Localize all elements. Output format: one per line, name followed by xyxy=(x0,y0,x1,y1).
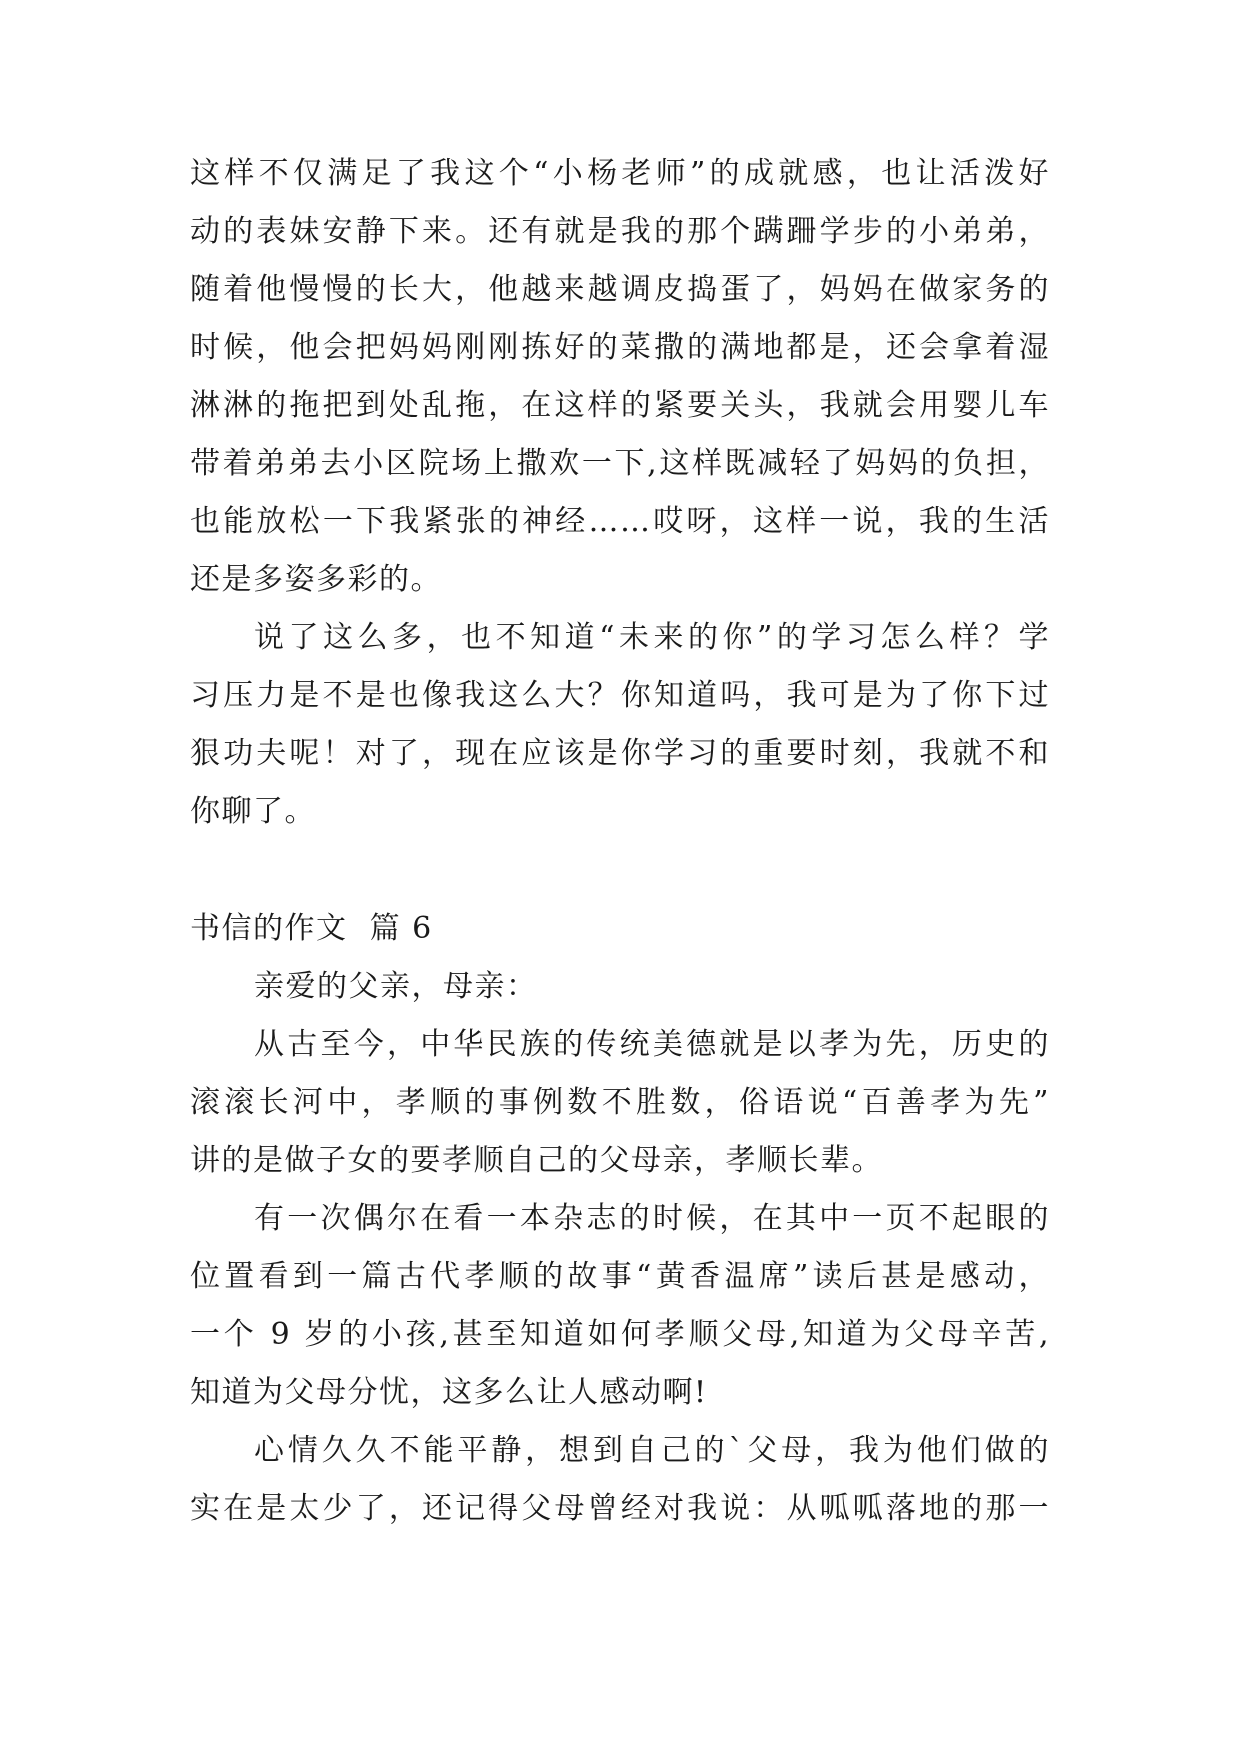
paragraph-line: 习压力是不是也像我这么大？你知道吗，我可是为了你下过 xyxy=(190,678,1050,713)
paragraph-line: 也能放松一下我紧张的神经……哎呀，这样一说，我的生活 xyxy=(190,504,1050,539)
paragraph-line: 动的表妹安静下来。还有就是我的那个蹒跚学步的小弟弟， xyxy=(190,214,1050,249)
paragraph-line: 随着他慢慢的长大，他越来越调皮捣蛋了，妈妈在做家务的 xyxy=(190,272,1050,307)
paragraph-line: 带着弟弟去小区院场上撒欢一下,这样既减轻了妈妈的负担， xyxy=(190,446,1050,481)
paragraph-line: 心情久久不能平静，想到自己的`父母，我为他们做的 xyxy=(254,1433,1050,1468)
paragraph-line: 一个 9 岁的小孩,甚至知道如何孝顺父母,知道为父母辛苦, xyxy=(190,1317,1050,1352)
paragraph-line: 讲的是做子女的要孝顺自己的父母亲，孝顺长辈。 xyxy=(190,1143,883,1178)
paragraph-line: 从古至今，中华民族的传统美德就是以孝为先，历史的 xyxy=(254,1027,1050,1062)
salutation-line: 亲爱的父亲，母亲： xyxy=(254,969,538,1004)
paragraph-line: 狠功夫呢！对了，现在应该是你学习的重要时刻，我就不和 xyxy=(190,736,1050,771)
paragraph-line: 位置看到一篇古代孝顺的故事“黄香温席”读后甚是感动， xyxy=(190,1259,1050,1294)
paragraph-line: 说了这么多，也不知道“未来的你”的学习怎么样？学 xyxy=(254,620,1050,655)
paragraph-line: 时候，他会把妈妈刚刚拣好的菜撒的满地都是，还会拿着湿 xyxy=(190,330,1050,365)
paragraph-line: 还是多姿多彩的。 xyxy=(190,562,442,597)
paragraph-line: 知道为父母分忧，这多么让人感动啊! xyxy=(190,1375,708,1410)
paragraph-line: 你聊了。 xyxy=(190,794,316,829)
paragraph-line: 有一次偶尔在看一本杂志的时候，在其中一页不起眼的 xyxy=(254,1201,1050,1236)
paragraph-line: 淋淋的拖把到处乱拖，在这样的紧要关头，我就会用婴儿车 xyxy=(190,388,1050,423)
paragraph-line: 滚滚长河中，孝顺的事例数不胜数，俗语说“百善孝为先” xyxy=(190,1085,1050,1120)
paragraph-line: 实在是太少了，还记得父母曾经对我说：从呱呱落地的那一 xyxy=(190,1491,1050,1526)
section-heading: 书信的作文 篇 6 xyxy=(190,911,433,946)
paragraph-line: 这样不仅满足了我这个“小杨老师”的成就感，也让活泼好 xyxy=(190,156,1050,191)
